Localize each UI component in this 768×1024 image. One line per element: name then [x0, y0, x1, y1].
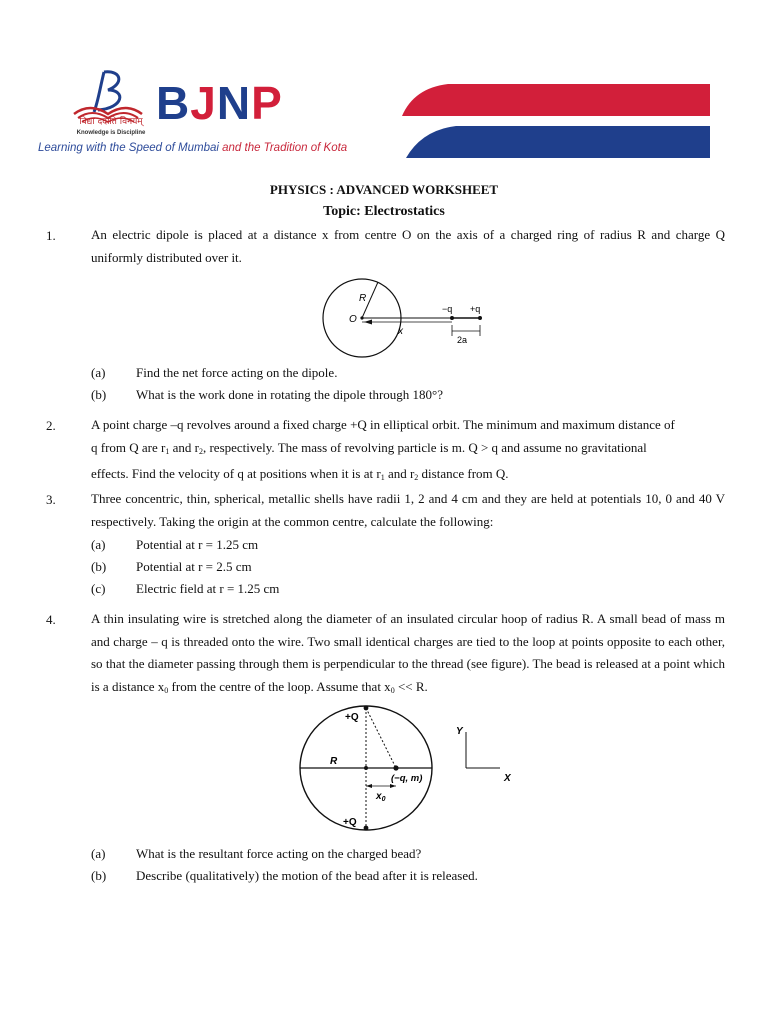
tagline-part2: and the Tradition of Kota: [218, 142, 348, 154]
fig1-label-2a: 2a: [457, 335, 468, 345]
question-4-option-b-label: (b): [91, 868, 107, 883]
question-3-option-b-text: Potential at r = 2.5 cm: [136, 559, 252, 574]
tagline: [38, 142, 347, 154]
brand-letter-n: N: [216, 77, 252, 129]
question-4-text: A thin insulating wire is stretched along the diameter of an insulated circular hoop of radius R. A small bead of mass m and charge – q is threaded onto the wire. Two small identical charges are tied to the loop at points opposite to each other, so that the diameter passing through them is perpendicular to the thread (see figure). The bead is released at a point which is a distance $x_0$ from the centre of the loop. Assume that $x_0 << R$.: [91, 611, 725, 695]
dipole-negative-charge: [450, 316, 454, 320]
fig1-label-x: x: [398, 326, 403, 337]
dipole-positive-charge: [478, 316, 482, 320]
question-1-option-b-text: What is the work done in rotating the dipole through 180°?: [136, 387, 444, 402]
question-4-option-a-label: (a): [91, 846, 106, 861]
fig1-label-pos-q: +q: [470, 304, 481, 314]
brand-letter-p: P: [251, 77, 283, 129]
question-4-figure: [298, 702, 520, 832]
question-3-option-b-label: (b): [91, 559, 107, 574]
header-banner-stripes: [400, 80, 710, 160]
charge-to-bead-line: [366, 708, 396, 768]
question-3-option-a-text: Potential at r = 1.25 cm: [136, 537, 259, 552]
worksheet-topic: Topic: Electrostatics: [323, 204, 445, 219]
fig4-label-X: X: [504, 773, 511, 784]
tagline-part1: Learning with the Speed of Mumbai: [38, 142, 219, 154]
bjnp-book-logo-icon: [64, 68, 152, 138]
question-2-text: [91, 414, 725, 490]
question-1-option-a-label: (a): [91, 365, 106, 380]
question-3-option-c-label: (c): [91, 581, 106, 596]
question-2-number: 2.: [46, 418, 56, 433]
question-1-text: An electric dipole is placed at a distance x from centre O on the axis of a charged ring of radius R and charge Q uniformly distributed over it.: [91, 227, 725, 265]
bottom-charge: [364, 826, 369, 831]
question-2-line-2: q from Q are $r_1$ and $r_2$, respectively. The mass of revolving particle is m. Q > q and assume no gravitational: [91, 439, 647, 456]
question-1-figure: [318, 276, 498, 358]
fig4-label-Y: Y: [456, 726, 463, 737]
hoop-centre: [364, 766, 368, 770]
question-2-line-1: A point charge –q revolves around a fixed charge +Q in elliptical orbit. The minimum and maximum distance of: [91, 417, 675, 432]
brand-letter-b: B: [156, 77, 191, 129]
question-1-option-b-label: (b): [91, 387, 107, 402]
logo-hindi-motto: विद्या ददाति विनयम्: [79, 117, 143, 127]
question-4-option-b-text: Describe (qualitatively) the motion of the bead after it is released.: [136, 868, 478, 883]
fig1-label-neg-q: −q: [442, 304, 453, 314]
worksheet-title: PHYSICS : ADVANCED WORKSHEET: [269, 182, 499, 197]
question-3-option-c-text: Electric field at r = 1.25 cm: [136, 581, 280, 596]
fig4-label-bottom-q: +Q: [343, 817, 357, 828]
question-4-number: 4.: [46, 612, 56, 627]
question-3-number: 3.: [46, 492, 56, 507]
brand-wordmark: [156, 78, 283, 128]
logo-subtitle: Knowledge is Discipline: [76, 130, 146, 136]
question-2-line-3: effects. Find the velocity of q at positions when it is at $r_1$ and $r_2$ distance from Q.: [91, 466, 509, 482]
charged-bead: [393, 765, 398, 770]
question-3-text: Three concentric, thin, spherical, metallic shells have radii 1, 2 and 4 cm and they are held at potentials 10, 0 and 40 V respectively. Taking the origin at the common centre, calculate the following:: [91, 491, 725, 529]
fig4-label-x0: $x_0$: [376, 791, 386, 803]
top-charge: [364, 706, 369, 711]
fig4-label-top-q: +Q: [345, 712, 359, 723]
fig1-label-O: O: [349, 314, 357, 325]
fig4-label-bead: (−q, m): [391, 773, 423, 784]
fig4-label-R: R: [330, 756, 338, 767]
question-3-option-a-label: (a): [91, 537, 106, 552]
brand-letter-j: J: [190, 77, 217, 129]
question-4-option-a-text: What is the resultant force acting on the charged bead?: [136, 846, 422, 861]
fig1-label-R: R: [359, 293, 367, 304]
question-1-option-a-text: Find the net force acting on the dipole.: [136, 365, 338, 380]
question-1-number: 1.: [46, 228, 56, 243]
